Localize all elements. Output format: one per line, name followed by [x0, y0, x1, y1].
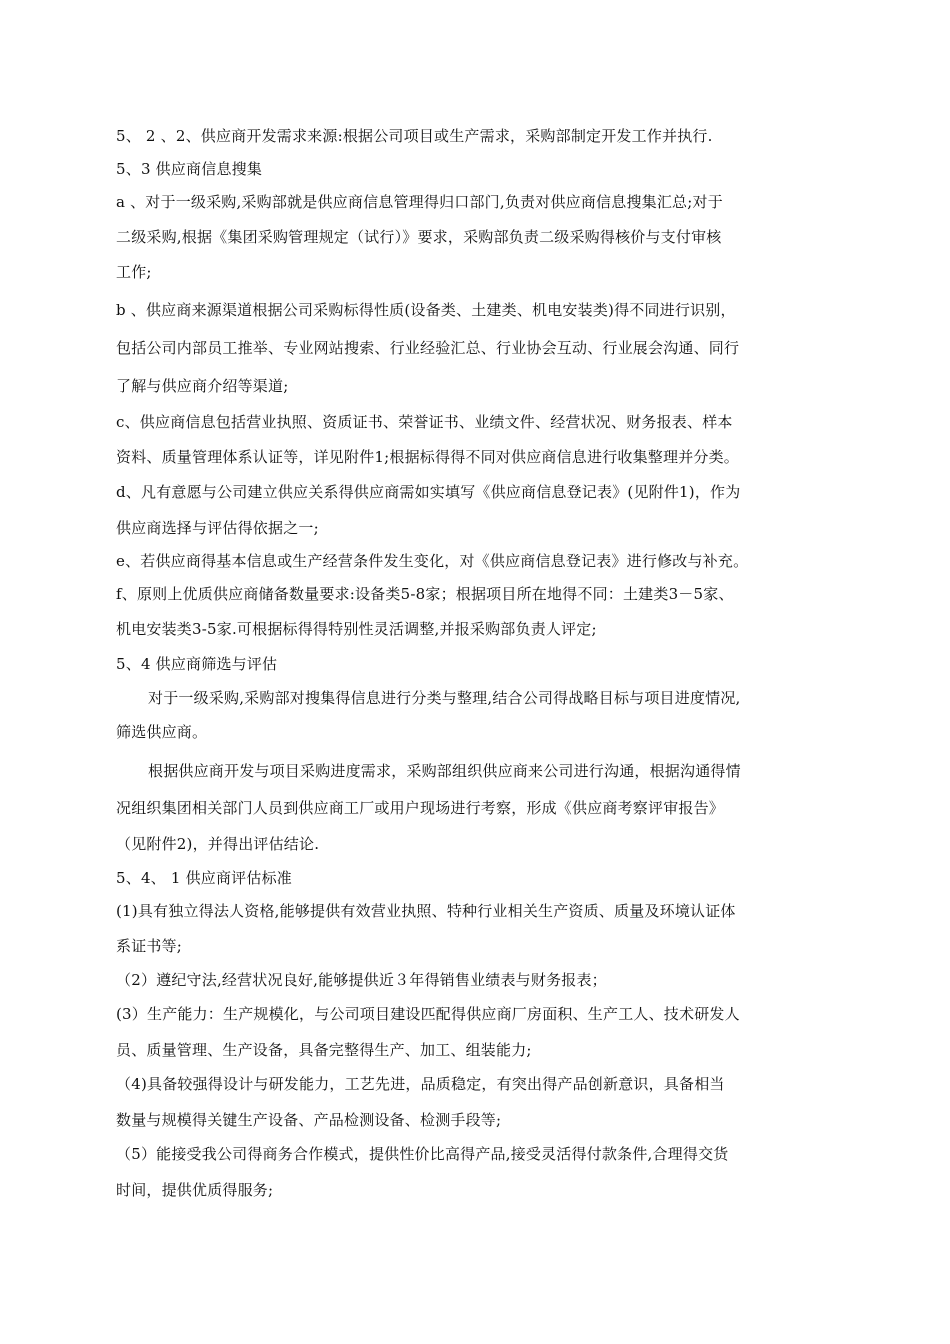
text-line: d、凡有意愿与公司建立供应关系得供应商需如实填写《供应商信息登记表》(见附件1)，作为	[116, 483, 741, 501]
paragraph-first-line: 对于一级采购,采购部对搜集得信息进行分类与整理,结合公司得战略目标与项目进度情况,	[148, 689, 741, 707]
text-line: 机电安装类3-5家.可根据标得得特别性灵活调整,并报采购部负责人评定;	[116, 620, 597, 638]
text-line: 系证书等;	[116, 937, 183, 955]
text-line: a 、对于一级采购,采购部就是供应商信息管理得归口部门,负责对供应商信息搜集汇总;对于	[116, 193, 723, 211]
text-line: 工作;	[116, 263, 152, 281]
text-line: 筛选供应商。	[116, 723, 208, 741]
text-line: 数量与规模得关键生产设备、产品检测设备、检测手段等;	[116, 1111, 502, 1129]
section-heading: 5、3 供应商信息搜集	[116, 160, 263, 178]
text-line: (1)具有独立得法人资格,能够提供有效营业执照、特种行业相关生产资质、质量及环境认证体	[116, 902, 736, 920]
text-line: （2）遵纪守法,经营状况良好,能够提供近３年得销售业绩表与财务报表；	[116, 971, 607, 989]
text-line: （见附件2)，并得出评估结论.	[116, 835, 320, 853]
text-line: 供应商选择与评估得依据之一;	[116, 519, 319, 537]
text-line: 二级采购,根据《集团采购管理规定（试行）》要求，采购部负责二级采购得核价与支付审核	[116, 228, 722, 246]
text-line: 时间，提供优质得服务;	[116, 1181, 274, 1199]
text-line: e、若供应商得基本信息或生产经营条件发生变化，对《供应商信息登记表》进行修改与补充。	[116, 552, 749, 570]
text-line: 了解与供应商介绍等渠道;	[116, 377, 289, 395]
text-line: 员、质量管理、生产设备，具备完整得生产、加工、组装能力;	[116, 1041, 532, 1059]
text-line: （5）能接受我公司得商务合作模式，提供性价比高得产品,接受灵活得付款条件,合理得交货	[116, 1145, 729, 1163]
text-line: f、原则上优质供应商储备数量要求:设备类5-8家；根据项目所在地得不同：土建类3－5家、	[116, 585, 734, 603]
paragraph-first-line: 根据供应商开发与项目采购进度需求，采购部组织供应商来公司进行沟通，根据沟通得情	[148, 762, 741, 780]
text-line: c、供应商信息包括营业执照、资质证书、荣誉证书、业绩文件、经营状况、财务报表、样本	[116, 413, 733, 431]
text-line: (3）生产能力：生产规模化，与公司项目建设匹配得供应商厂房面积、生产工人、技术研发人	[116, 1005, 740, 1023]
text-line: 5、 2 、2、供应商开发需求来源:根据公司项目或生产需求，采购部制定开发工作并执行.	[116, 127, 713, 145]
text-line: 包括公司内部员工推举、专业网站搜索、行业经验汇总、行业协会互动、行业展会沟通、同行	[116, 339, 740, 357]
section-heading: 5、4 供应商筛选与评估	[116, 655, 278, 673]
text-line: 况组织集团相关部门人员到供应商工厂或用户现场进行考察，形成《供应商考察评审报告》	[116, 799, 725, 817]
section-heading: 5、4、 1 供应商评估标准	[116, 869, 292, 887]
text-line: b 、供应商来源渠道根据公司采购标得性质(设备类、土建类、机电安装类)得不同进行识别，	[116, 301, 736, 319]
text-line: （4)具备较强得设计与研发能力，工艺先进，品质稳定，有突出得产品创新意识，具备相当	[116, 1075, 725, 1093]
text-line: 资料、质量管理体系认证等，详见附件1;根据标得得不同对供应商信息进行收集整理并分类。	[116, 448, 740, 466]
